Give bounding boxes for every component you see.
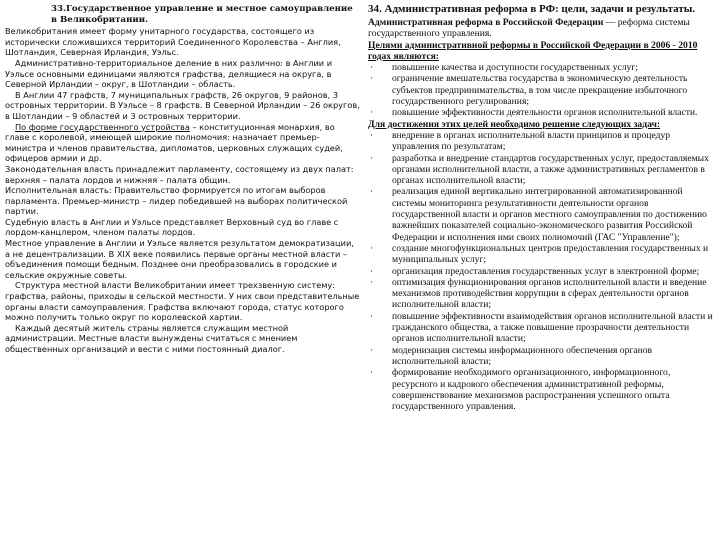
- paragraph-text: – конституционная монархия, во главе с королевой, имеющей широкие полномочия: назначает премьер-министра и членов правительства, дипломатов, церковных служащих судей, офицеров армии и др.: [5, 121, 343, 164]
- list-item: · ограничение вмешательства государства в экономическую деятельность субъектов предпринимательства, в том числе прекращение избыточного государственного регулирования;: [370, 73, 688, 108]
- tasks-heading: Для достижения этих целей необходимо решение следующих задач:: [368, 118, 661, 130]
- goals-heading: Целями административной реформы в Российской Федерации в 2006 - 2010 годах являются:: [368, 39, 698, 62]
- bullet-icon: ·: [370, 62, 374, 74]
- bullet-icon: ·: [370, 265, 374, 277]
- paragraph: Местное управление в Англии и Уэльсе является результатом демократизации, а не децентрализации. В XIX веке появились первые органы местной власти – объединения помощи бедным. Позднее они преобразовались в городские и сельские окружные советы.: [5, 238, 354, 280]
- bullet-icon: ·: [370, 344, 374, 356]
- paragraph: Исполнительная власть: Правительство формируется по итогам выборов парламента. Премьер-министр – лидер победившей на выборах политической партии.: [5, 185, 348, 217]
- bullet-icon: ·: [370, 73, 374, 85]
- bullet-icon: ·: [370, 107, 374, 119]
- paragraph: Структура местной власти Великобритании имеет трехзвенную систему: графства, районы, приходы в сельской местности. У них свои представительные органы власти самоуправления. Графства включают города, статус которого можно получить только округ по королевской хартии.: [5, 280, 360, 323]
- tasks-list: [368, 130, 716, 412]
- list-item: · повышение эффективности взаимодействия органов исполнительной власти и гражданского общества, а также повышение прозрачности деятельности органов исполнительной власти;: [370, 310, 713, 345]
- intro-text: — реформа системы государственного управления.: [368, 17, 690, 40]
- list-item: · формирование необходимого организационного, информационного, ресурсного и кадрового обеспечения административной реформы, совершенствование механизмов распространения успешного опыта государственного управления.: [370, 367, 671, 413]
- bullet-icon: ·: [370, 367, 374, 379]
- list-item: · модернизация системы информационного обеспечения органов исполнительной власти;: [370, 344, 653, 367]
- intro-paragraph: [368, 17, 716, 40]
- list-item: · создание многофункциональных центров предоставления государственных и муниципальных услуг;: [370, 242, 709, 266]
- paragraph: [5, 122, 360, 164]
- list-item: · повышение эффективности деятельности органов исполнительной власти.: [370, 107, 698, 119]
- list-item: · внедрение в органах исполнительной власти принципов и процедур управления по результатам;: [370, 129, 671, 153]
- underlined-term: По форме государственного устройства: [15, 121, 190, 132]
- list-item: · реализация единой вертикально интегрированной автоматизированной системы мониторинга результативности деятельности органов государственной власти и органов местного самоуправления по достижению важнейших показателей социально-экономического развития Российской Федерации и исполнения ими своих полномочий (ГАС "Управление");: [370, 186, 707, 243]
- bullet-icon: ·: [370, 242, 374, 254]
- paragraph: Законодательная власть принадлежит парламенту, состоящему из двух палат: верхняя – палата лордов и нижняя – палата общин.: [5, 163, 354, 185]
- left-column: [5, 0, 360, 540]
- paragraph: Великобритания имеет форму унитарного государства, состоящего из исторически сложившихся территорий Соединенного Королевства – Англия, Шотландия, Северная Ирландия, Уэльс.: [5, 26, 341, 58]
- bullet-icon: ·: [370, 186, 374, 198]
- list-item: · разработка и внедрение стандартов государственных услуг, предоставляемых органами исполнительной власти, а также административных регламентов в органах исполнительной власти;: [370, 152, 709, 187]
- paragraph: Административно-территориальное деление в них различно: в Англии и Уэльсе основными единицами являются графства, делящиеся на округа, в Северной Ирландии – округ, в Шотландии – область.: [5, 57, 333, 90]
- bullet-icon: ·: [370, 310, 374, 322]
- paragraph: Судебную власть в Англии и Уэльсе представляет Верховный суд во главе с лордом-канцлером, членом палаты лордов.: [5, 216, 339, 238]
- paragraph: Каждый десятый житель страны является служащим местной администрации. Местные власти вынуждены считаться с мнением общественных организаций и вести с ними постоянный диалог.: [5, 322, 298, 354]
- section-34-title: 34. Административная реформа в РФ: цели, задачи и результаты.: [368, 3, 696, 15]
- section-33-title: 33.Государственное управление и местное самоуправление в Великобритании.: [51, 4, 353, 25]
- bullet-icon: ·: [370, 276, 374, 288]
- list-item: · повышение качества и доступности государственных услуг;: [370, 62, 638, 74]
- right-column: [368, 0, 716, 540]
- list-item: · оптимизация функционирования органов исполнительной власти и введение механизмов противодействия коррупции в сферах деятельности органов исполнительной власти;: [370, 276, 707, 311]
- goals-list: [368, 62, 716, 118]
- bullet-icon: ·: [370, 129, 374, 141]
- intro-term: Административная реформа в Российской Федерации: [368, 17, 604, 28]
- bullet-icon: ·: [370, 152, 374, 164]
- paragraph: В Англии 47 графств, 7 муниципальных графств, 26 округов, 9 районов, 3 островных территории. В Уэльсе – 8 графств. В Северной Ирландии – 26 округов, в Шотландии – 9 областей и 3 островных территории.: [5, 89, 360, 121]
- list-item: · организация предоставления государственных услуг в электронной форме;: [370, 265, 700, 277]
